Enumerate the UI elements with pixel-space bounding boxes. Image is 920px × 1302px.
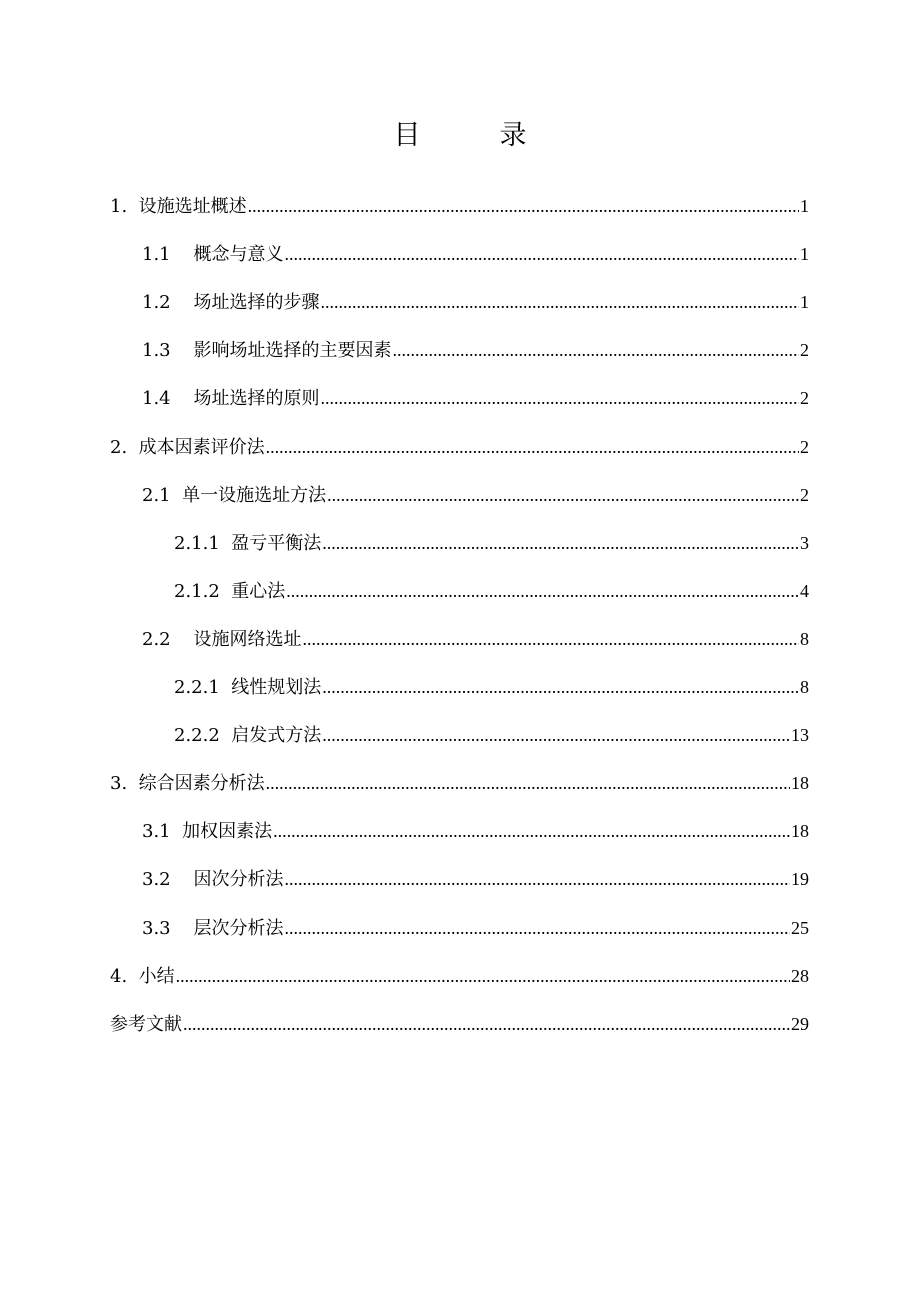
toc-entry-page: 2 (800, 436, 809, 457)
toc-entry-label: 盈亏平衡法 (231, 532, 322, 554)
toc-entry-label: 成本因素评价法 (138, 436, 265, 458)
toc-leader-dots (285, 908, 790, 948)
toc-entry-number: 3.2 (142, 869, 194, 891)
toc-entry-page: 18 (791, 821, 809, 842)
toc-entry-number: 2. (110, 436, 139, 458)
toc-leader-dots (322, 523, 799, 563)
toc-entry[interactable] (142, 234, 809, 274)
toc-leader-dots (393, 330, 799, 370)
toc-entry-page: 13 (791, 725, 809, 746)
toc-entry[interactable] (142, 330, 809, 370)
toc-leader-dots (285, 859, 790, 899)
toc-entry-number: 1.2 (142, 292, 194, 314)
toc-entry-label: 启发式方法 (231, 725, 322, 747)
toc-entry[interactable] (110, 427, 809, 467)
toc-entry-label: 影响场址选择的主要因素 (193, 340, 392, 362)
toc-leader-dots (285, 234, 799, 274)
toc-entry[interactable] (142, 859, 809, 899)
toc-leader-dots (286, 571, 799, 611)
toc-entry[interactable] (142, 475, 809, 515)
toc-entry-number: 1.1 (142, 244, 194, 266)
toc-entry[interactable] (142, 282, 809, 322)
toc-title: 目 录 (393, 120, 553, 151)
toc-entry[interactable] (110, 1004, 809, 1044)
toc-entry-page: 29 (791, 1013, 809, 1034)
toc-entry-number: 2.2 (142, 628, 194, 650)
toc-entry[interactable] (174, 715, 809, 755)
toc-entry-page: 1 (800, 244, 809, 265)
toc-entry-number: 2.2.1 (174, 677, 232, 698)
toc-leader-dots (327, 475, 799, 515)
toc-entry-number: 2.2.2 (174, 725, 232, 747)
toc-entry-label: 综合因素分析法 (138, 773, 265, 795)
toc-entry-page: 28 (791, 965, 809, 986)
toc-entry-number: 4. (110, 965, 139, 987)
toc-entry-page: 2 (800, 340, 809, 361)
toc-entry-number: 3.1 (142, 821, 183, 843)
toc-entry[interactable] (174, 571, 809, 611)
toc-entry-page: 25 (791, 917, 809, 938)
toc-entry-label: 设施网络选址 (193, 628, 302, 650)
toc-entry-page: 18 (791, 773, 809, 794)
toc-entry-number: 3. (110, 773, 139, 795)
toc-entry-page: 19 (791, 869, 809, 890)
toc-leader-dots (273, 811, 790, 851)
toc-entry[interactable] (142, 908, 809, 948)
toc-entry[interactable] (142, 378, 809, 418)
toc-entry[interactable] (110, 763, 809, 803)
toc-entry-page: 4 (800, 580, 809, 601)
toc-entry[interactable] (110, 956, 809, 996)
toc-entry-number: 2.1.2 (174, 580, 232, 602)
toc-entry-label: 层次分析法 (193, 917, 284, 939)
toc-entry[interactable] (142, 619, 809, 659)
toc-entry-label: 概念与意义 (193, 244, 284, 266)
toc-entry-page: 3 (800, 532, 809, 553)
toc-entry-label: 加权因素法 (182, 821, 273, 843)
toc-leader-dots (183, 1004, 790, 1044)
toc-leader-dots (321, 378, 799, 418)
toc-leader-dots (321, 282, 799, 322)
toc-entry-page: 1 (800, 196, 809, 216)
toc-entry-number: 2.1.1 (174, 532, 232, 554)
toc-leader-dots (176, 956, 790, 996)
toc-leader-dots (303, 619, 799, 659)
toc-entry-label: 设施选址概述 (138, 196, 247, 217)
toc-entry-label: 场址选择的步骤 (193, 292, 320, 314)
toc-entry-label: 场址选择的原则 (193, 388, 320, 410)
toc-leader-dots (266, 763, 790, 803)
toc-entry-label: 线性规划法 (231, 677, 322, 698)
toc-leader-dots (266, 427, 799, 467)
toc-leader-dots (322, 667, 799, 707)
toc-entry-page: 2 (800, 484, 809, 505)
toc-entry[interactable] (110, 186, 809, 226)
toc-entry[interactable] (142, 811, 809, 851)
toc-entry-label: 小结 (138, 965, 175, 987)
toc-entry-page: 2 (800, 388, 809, 409)
toc-entry-label: 单一设施选址方法 (182, 484, 327, 506)
toc-leader-dots (322, 715, 790, 755)
toc-entry[interactable] (174, 523, 809, 563)
toc-entry-label: 重心法 (231, 580, 286, 602)
toc-entry-number: 1.3 (142, 340, 194, 362)
toc-entry-number: 1.4 (142, 388, 194, 410)
toc-entry-page: 8 (800, 677, 809, 697)
toc-leader-dots (248, 186, 799, 226)
toc-entry-number: 1. (110, 196, 139, 217)
toc-entry-number: 3.3 (142, 917, 194, 939)
toc-entry-page: 8 (800, 628, 809, 649)
toc-entry-number: 2.1 (142, 484, 183, 506)
toc-entry-label: 因次分析法 (193, 869, 284, 891)
toc-entry-label: 参考文献 (110, 1013, 182, 1035)
toc-entry[interactable] (174, 667, 809, 707)
toc-entry-page: 1 (800, 292, 809, 313)
